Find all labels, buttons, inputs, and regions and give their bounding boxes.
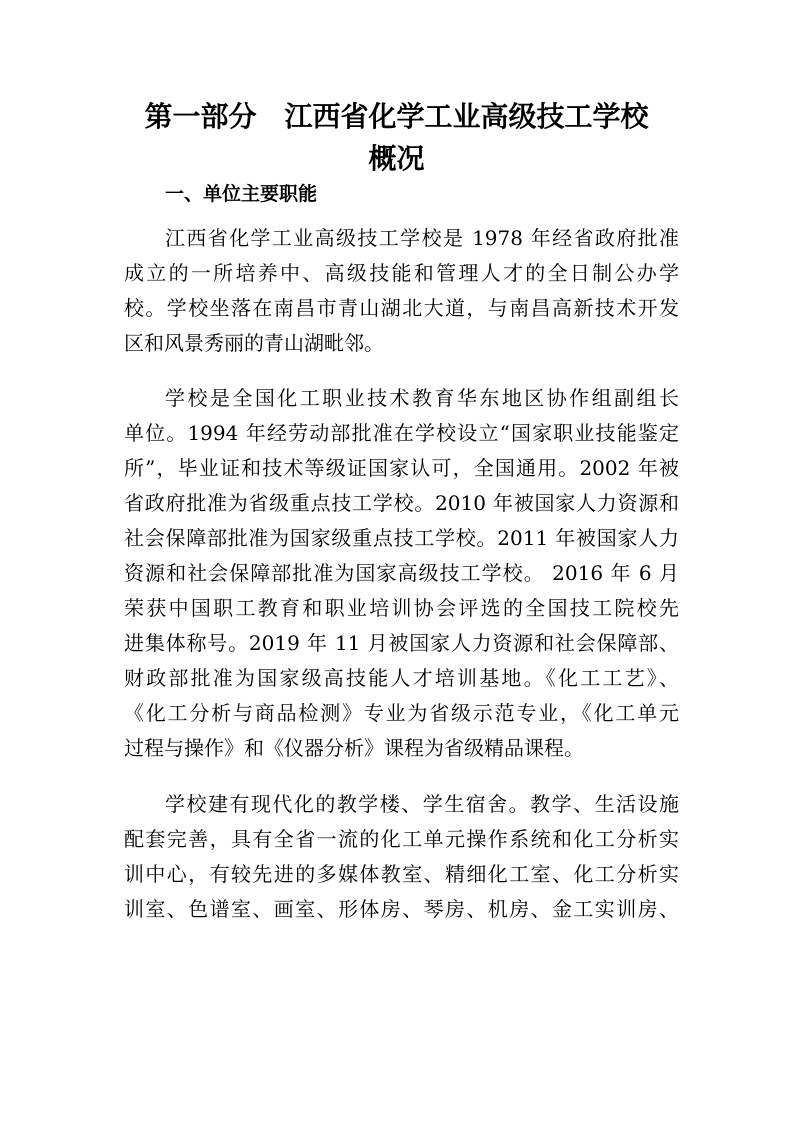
- paragraph-line: 训室、色谱室、画室、形体房、琴房、机房、金工实训房、: [124, 897, 679, 921]
- paragraph-line: 荣获中国职工教育和职业培训协会评选的全国技工院校先: [124, 596, 679, 620]
- paragraph-line: 学校建有现代化的教学楼、学生宿舍。教学、生活设施: [165, 792, 679, 816]
- paragraph-line: 过程与操作》和《仪器分析》课程为省级精品课程。: [124, 736, 584, 760]
- document-title-line2: 概况: [368, 142, 425, 175]
- paragraph-line: 成立的一所培养中、高级技能和管理人才的全日制公办学: [124, 261, 679, 285]
- paragraph-line: 资源和社会保障部批准为国家高级技工学校。 2016 年 6 月: [124, 561, 679, 585]
- paragraph-line: 财政部批准为国家级高技能人才培训基地。《化工工艺》、: [124, 666, 679, 690]
- paragraph-line: 校。学校坐落在南昌市青山湖北大道，与南昌高新技术开发: [124, 296, 679, 320]
- paragraph-line: 训中心，有较先进的多媒体教室、精细化工室、化工分析实: [124, 862, 679, 886]
- paragraph-line: 区和风景秀丽的青山湖毗邻。: [124, 331, 384, 355]
- section-heading: 一、单位主要职能: [165, 183, 318, 205]
- paragraph-line: 学校是全国化工职业技术教育华东地区协作组副组长: [165, 386, 679, 410]
- paragraph-line: 《化工分析与商品检测》专业为省级示范专业，《化工单元: [124, 701, 679, 725]
- document-title-line1: 第一部分 江西省化学工业高级技工学校: [144, 100, 649, 133]
- paragraph-line: 江西省化学工业高级技工学校是 1978 年经省政府批准: [165, 226, 679, 250]
- paragraph-line: 所”，毕业证和技术等级证国家认可，全国通用。2002 年被: [124, 456, 679, 480]
- paragraph-line: 省政府批准为省级重点技工学校。2010 年被国家人力资源和: [124, 491, 679, 515]
- paragraph-line: 进集体称号。2019 年 11 月被国家人力资源和社会保障部、: [124, 631, 679, 655]
- paragraph-line: 单位。1994 年经劳动部批准在学校设立“国家职业技能鉴定: [124, 421, 679, 445]
- paragraph-line: 配套完善，具有全省一流的化工单元操作系统和化工分析实: [124, 827, 679, 851]
- paragraph-line: 社会保障部批准为国家级重点技工学校。2011 年被国家人力: [124, 526, 679, 550]
